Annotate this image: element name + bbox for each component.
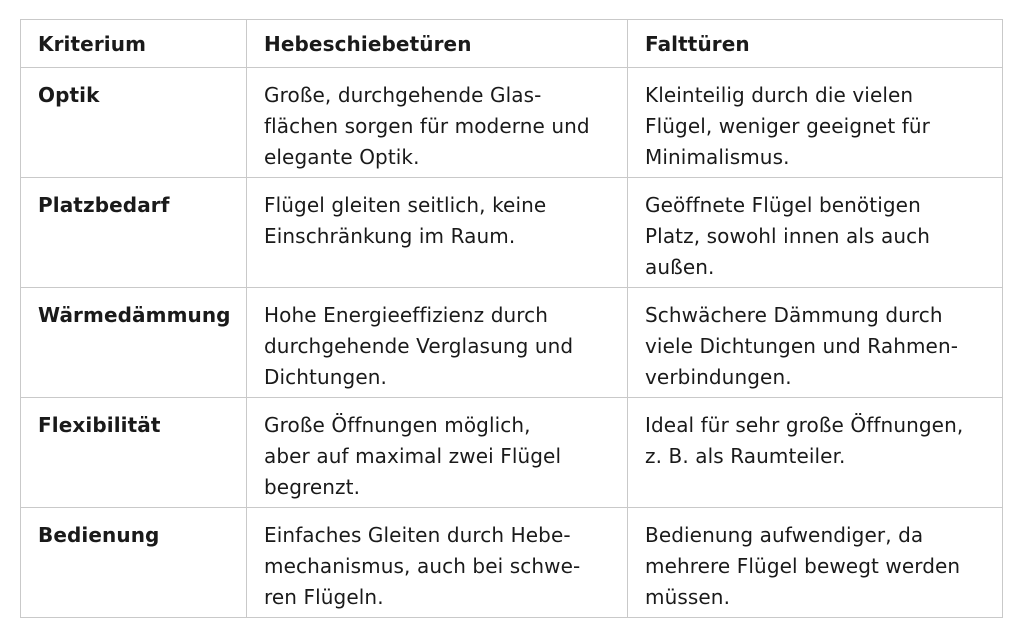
cell-line: ren Flügeln. <box>264 585 384 609</box>
cell-line: elegante Optik. <box>264 145 420 169</box>
hebeschiebe-cell <box>247 178 628 288</box>
cell-line: Große Öffnungen möglich, <box>264 413 531 437</box>
cell-line: Geöffnete Flügel benötigen <box>645 193 921 217</box>
cell-line: Bedienung aufwendiger, da <box>645 523 924 547</box>
cell-line: flächen sorgen für moderne und <box>264 114 590 138</box>
falt-cell <box>628 68 1003 178</box>
cell-line: Einschränkung im Raum. <box>264 224 516 248</box>
cell-line: Kleinteilig durch die vielen <box>645 83 914 107</box>
header-kriterium: Kriterium <box>21 20 247 68</box>
cell-line: mehrere Flügel bewegt werden <box>645 554 961 578</box>
header-hebeschiebetueren: Hebeschiebetüren <box>247 20 628 68</box>
hebeschiebe-cell <box>247 398 628 508</box>
cell-line: Dichtungen. <box>264 365 387 389</box>
falt-cell <box>628 508 1003 618</box>
cell-line: Große, durchgehende Glas- <box>264 83 542 107</box>
table-header-row <box>21 20 1003 68</box>
falt-cell <box>628 398 1003 508</box>
cell-line: Ideal für sehr große Öffnungen, <box>645 413 964 437</box>
cell-line: verbindungen. <box>645 365 792 389</box>
table-row <box>21 508 1003 618</box>
table-row <box>21 288 1003 398</box>
criterion-cell: Platzbedarf <box>21 178 247 288</box>
table-row <box>21 68 1003 178</box>
comparison-table-container <box>20 19 1003 618</box>
cell-line: Platz, sowohl innen als auch <box>645 224 931 248</box>
criterion-cell: Wärmedämmung <box>21 288 247 398</box>
cell-line: Flügel, weniger geeignet für <box>645 114 930 138</box>
cell-line: Einfaches Gleiten durch Hebe- <box>264 523 571 547</box>
cell-line: müssen. <box>645 585 731 609</box>
cell-line: Hohe Energieeffizienz durch <box>264 303 549 327</box>
cell-line: z. B. als Raumteiler. <box>645 444 846 468</box>
cell-line: mechanismus, auch bei schwe- <box>264 554 581 578</box>
cell-line: außen. <box>645 255 715 279</box>
criterion-cell: Bedienung <box>21 508 247 618</box>
hebeschiebe-cell <box>247 288 628 398</box>
hebeschiebe-cell <box>247 68 628 178</box>
hebeschiebe-cell <box>247 508 628 618</box>
cell-line: aber auf maximal zwei Flügel <box>264 444 562 468</box>
cell-line: Minimalismus. <box>645 145 790 169</box>
cell-line: viele Dichtungen und Rahmen- <box>645 334 959 358</box>
criterion-cell: Flexibilität <box>21 398 247 508</box>
falt-cell <box>628 178 1003 288</box>
cell-line: begrenzt. <box>264 475 361 499</box>
cell-line: Flügel gleiten seitlich, keine <box>264 193 547 217</box>
comparison-table <box>20 19 1003 618</box>
table-row <box>21 178 1003 288</box>
cell-line: Schwächere Dämmung durch <box>645 303 943 327</box>
criterion-cell: Optik <box>21 68 247 178</box>
cell-line: durchgehende Verglasung und <box>264 334 574 358</box>
table-row <box>21 398 1003 508</box>
header-falttueren: Falttüren <box>628 20 1003 68</box>
falt-cell <box>628 288 1003 398</box>
